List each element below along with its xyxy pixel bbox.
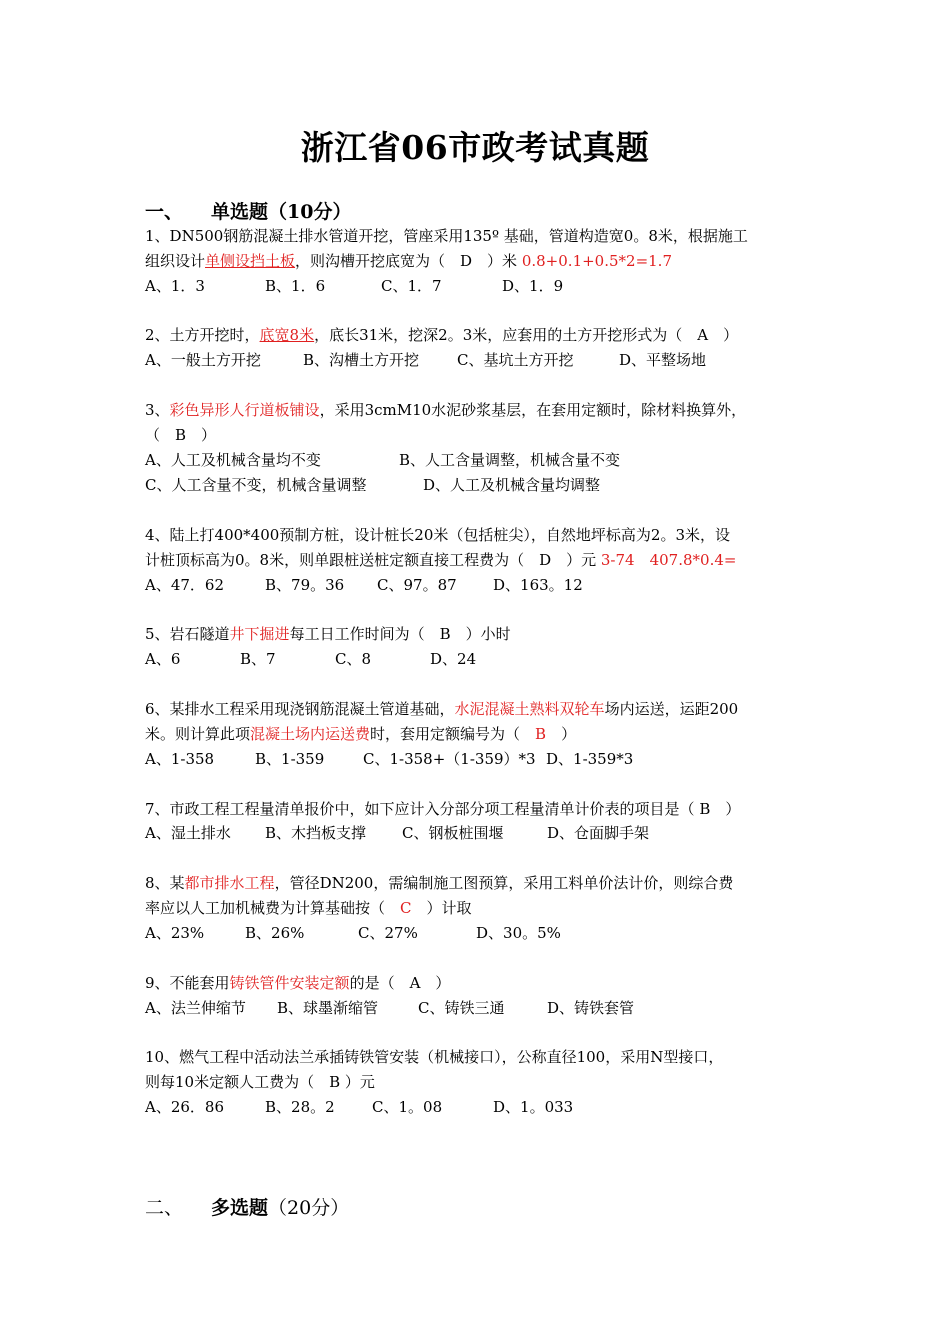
option-d: D、30。5%	[476, 924, 561, 942]
question-3-options-row-2	[145, 473, 815, 498]
option-a: A、湿土排水	[145, 824, 231, 842]
section-heading-multiple-choice	[145, 1195, 349, 1221]
highlight-annotation: 3-74 407.8*0.4=	[600, 551, 737, 569]
option-d: D、163。12	[493, 576, 583, 594]
text-run: 5、岩石隧道	[145, 625, 230, 643]
option-a: A、法兰伸缩节	[145, 999, 246, 1017]
option-a: A、1．3	[145, 277, 205, 295]
text-run: 组织设计	[145, 252, 206, 270]
text-run: 米。则计算此项	[145, 725, 251, 743]
option-c: C、97。87	[377, 576, 457, 594]
option-a: A、6	[145, 650, 181, 668]
text-run: 每工日工作时间为（ B ）小时	[289, 625, 511, 643]
section-number: 二、	[145, 1197, 184, 1219]
option-b: B、1-359	[255, 750, 325, 768]
option-c: C、1。08	[372, 1098, 443, 1116]
text-run: 计桩顶标高为0。8米，则单跟桩送桩定额直接工程费为（ D ）元	[145, 551, 601, 569]
option-a: A、23%	[145, 924, 205, 942]
option-b: B、7	[240, 650, 276, 668]
option-c: C、铸铁三通	[418, 999, 505, 1017]
option-b: B、79。36	[265, 576, 345, 594]
text-run: 2、土方开挖时，	[145, 326, 260, 344]
question-6-options	[145, 747, 815, 772]
question-5-line-1	[145, 622, 815, 647]
question-3-options-row-1	[145, 448, 815, 473]
option-b: B、木挡板支撑	[265, 824, 367, 842]
option-d: D、1-359*3	[546, 750, 634, 768]
text-run: 3、	[145, 401, 170, 419]
question-1-line-2	[145, 249, 815, 274]
text-run: ，管径DN200，需编制施工图预算，采用工料单价法计价，则综合费	[274, 874, 734, 892]
text-run: 8、某	[145, 874, 185, 892]
question-10-line-2: 则每10米定额人工费为（ B ）元	[145, 1073, 375, 1091]
option-c: C、8	[335, 650, 372, 668]
option-a: A、1-358	[145, 750, 215, 768]
text-run: ，则沟槽开挖底宽为（ D ）米	[295, 252, 522, 270]
text-run: ）计取	[411, 899, 472, 917]
option-c: C、基坑土方开挖	[457, 351, 574, 369]
question-4-options	[145, 573, 815, 598]
option-a: A、一般土方开挖	[145, 351, 261, 369]
option-c: C、钢板桩围堰	[402, 824, 504, 842]
question-3-line-2: （ B ）	[145, 426, 217, 444]
question-9-line-1	[145, 971, 815, 996]
option-d: D、平整场地	[619, 351, 707, 369]
option-d: D、人工及机械含量均调整	[423, 476, 601, 494]
option-c: C、1．7	[381, 277, 442, 295]
question-10-options	[145, 1095, 815, 1120]
highlight-underlined: 单侧设挡土板	[205, 252, 296, 270]
highlight-text: 混凝土场内运送费	[250, 725, 371, 743]
question-3-line-1	[145, 398, 815, 423]
question-8-line-2	[145, 896, 815, 921]
question-1-options	[145, 274, 815, 299]
question-8-options	[145, 921, 815, 946]
highlight-annotation: 0.8+0.1+0.5*2=1.7	[521, 252, 672, 270]
question-8-line-1	[145, 871, 815, 896]
question-1-line-1: 1、DN500钢筋混凝土排水管道开挖，管座采用135º 基础，管道构造宽0。8米，根据施工	[145, 227, 748, 245]
option-b: B、人工含量调整，机械含量不变	[399, 451, 621, 469]
text-run: 6、某排水工程采用现浇钢筋混凝土管道基础，	[145, 700, 455, 718]
question-2-line-1	[145, 323, 815, 348]
question-4-line-2	[145, 548, 815, 573]
question-10-line-1: 10、燃气工程中活动法兰承插铸铁管安装（机械接口），公称直径100，采用N型接口，	[145, 1048, 724, 1066]
text-run: ，采用3cmM10水泥砂浆基层，在套用定额时，除材料换算外，	[319, 401, 747, 419]
answer-letter: B	[535, 725, 547, 743]
option-c: C、人工含量不变，机械含量调整	[145, 476, 367, 494]
option-a: A、47．62	[145, 576, 225, 594]
option-d: D、铸铁套管	[547, 999, 635, 1017]
section-title: 多选题	[211, 1197, 269, 1219]
question-9-options	[145, 996, 815, 1021]
question-6-line-1	[145, 697, 815, 722]
highlight-underlined: 底宽8米	[259, 326, 315, 344]
text-run: ）	[546, 725, 577, 743]
option-b: B、球墨渐缩管	[277, 999, 379, 1017]
text-run: 时，套用定额编号为（	[370, 725, 536, 743]
option-b: B、26%	[245, 924, 305, 942]
text-run: 9、不能套用	[145, 974, 230, 992]
highlight-text: 彩色异形人行道板铺设	[169, 401, 320, 419]
text-run: 率应以人工加机械费为计算基础按（	[145, 899, 401, 917]
text-run: ，底长31米，挖深2。3米，应套用的土方开挖形式为（ A ）	[314, 326, 739, 344]
page-title: 浙江省06市政考试真题	[300, 128, 650, 167]
text-run: 场内运送，运距200	[604, 700, 739, 718]
option-b: B、1．6	[265, 277, 326, 295]
option-d: D、1。033	[493, 1098, 574, 1116]
section-heading-single-choice	[145, 199, 351, 225]
highlight-text: 水泥混凝土熟料双轮车	[454, 700, 605, 718]
option-d: D、1．9	[502, 277, 564, 295]
highlight-text: 都市排水工程	[184, 874, 275, 892]
option-a: A、人工及机械含量均不变	[145, 451, 321, 469]
highlight-text: 井下掘进	[229, 625, 290, 643]
option-b: B、沟槽土方开挖	[303, 351, 420, 369]
text-run: 的是（ A ）	[349, 974, 451, 992]
section-number: 一、	[145, 201, 184, 223]
option-c: C、1-358+（1-359）*3	[363, 750, 536, 768]
highlight-text: 铸铁管件安装定额	[229, 974, 350, 992]
option-c: C、27%	[358, 924, 418, 942]
option-b: B、28。2	[265, 1098, 335, 1116]
question-7-options	[145, 821, 815, 846]
question-7-line-1: 7、市政工程工程量清单报价中，如下应计入分部分项工程量清单计价表的项目是（ B ）	[145, 800, 741, 818]
section-score: （10分）	[268, 201, 352, 223]
question-5-options	[145, 647, 815, 672]
section-score: （20分）	[268, 1197, 350, 1219]
answer-letter: C	[400, 899, 412, 917]
option-a: A、26．86	[145, 1098, 225, 1116]
option-d: D、24	[430, 650, 477, 668]
question-4-line-1: 4、陆上打400*400预制方桩，设计桩长20米（包括桩尖），自然地坪标高为2。3米，设	[145, 526, 730, 544]
option-d: D、仓面脚手架	[547, 824, 650, 842]
question-2-options	[145, 348, 815, 373]
question-6-line-2	[145, 722, 815, 747]
section-title: 单选题	[211, 201, 269, 223]
